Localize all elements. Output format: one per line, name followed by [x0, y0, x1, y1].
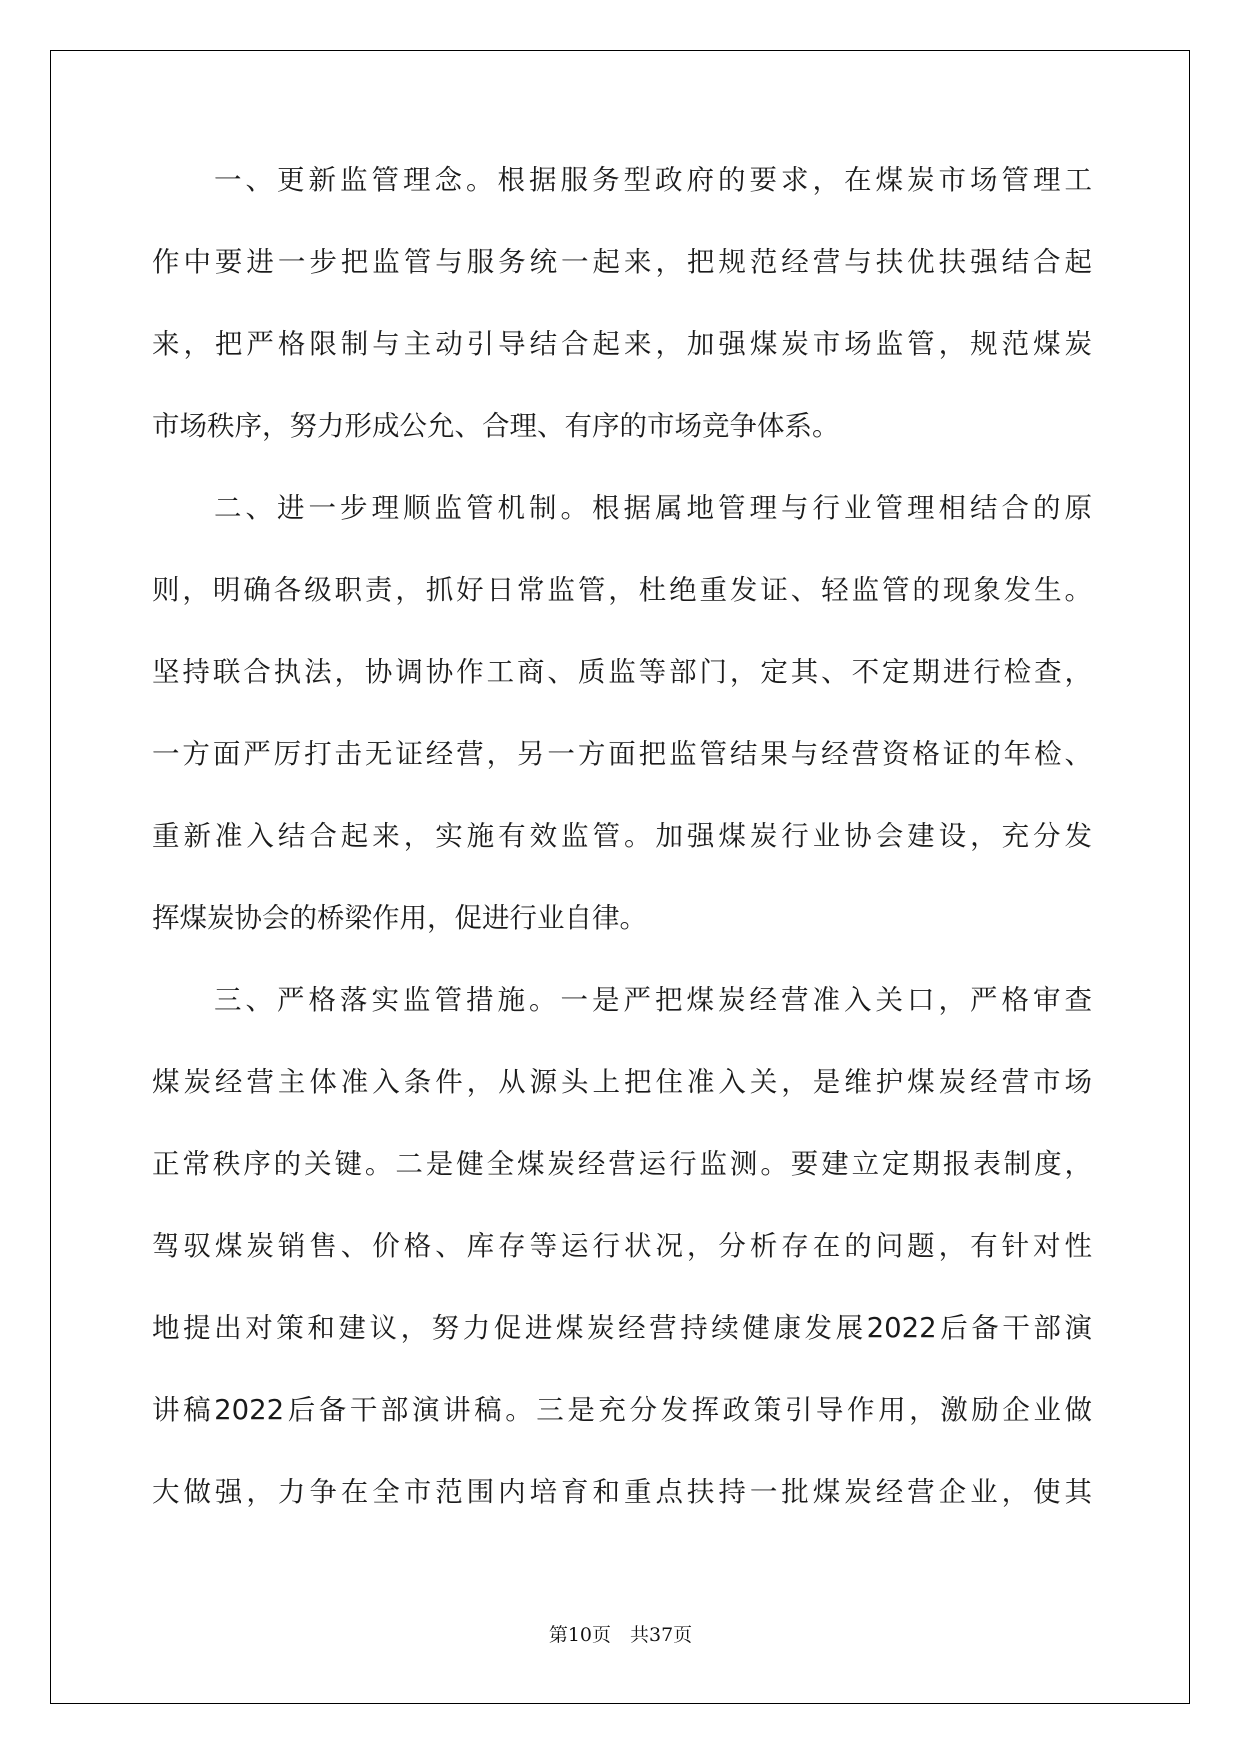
- text-line: 坚持联合执法，协调协作工商、质监等部门，定其、不定期进行检查，: [152, 656, 1092, 688]
- text-line: 三、严格落实监管措施。一是严把煤炭经营准入关口，严格审查: [214, 984, 1092, 1016]
- paragraph-3: [152, 982, 1092, 1511]
- text-line: 驾驭煤炭销售、价格、库存等运行状况，分析存在的问题，有针对性: [152, 1230, 1092, 1262]
- text-line: 地提出对策和建议，努力促进煤炭经营持续健康发展2022后备干部演: [152, 1312, 1092, 1344]
- document-body: [152, 162, 1092, 1556]
- text-line: 作中要进一步把监管与服务统一起来，把规范经营与扶优扶强结合起: [152, 246, 1092, 278]
- text-line: 来，把严格限制与主动引导结合起来，加强煤炭市场监管，规范煤炭: [152, 328, 1092, 360]
- text-line: 挥煤炭协会的桥梁作用，促进行业自律。: [152, 902, 647, 934]
- text-line: 一、更新监管理念。根据服务型政府的要求，在煤炭市场管理工: [214, 164, 1092, 196]
- paragraph-2: [152, 490, 1092, 937]
- text-line: 讲稿2022后备干部演讲稿。三是充分发挥政策引导作用，激励企业做: [152, 1394, 1092, 1426]
- text-line: 二、进一步理顺监管机制。根据属地管理与行业管理相结合的原: [214, 492, 1092, 524]
- text-line: 煤炭经营主体准入条件，从源头上把住准入关，是维护煤炭经营市场: [152, 1066, 1092, 1098]
- page-number-footer: 第10页 共37页: [548, 1624, 693, 1646]
- text-line: 一方面严厉打击无证经营，另一方面把监管结果与经营资格证的年检、: [152, 738, 1092, 770]
- text-line: 市场秩序，努力形成公允、合理、有序的市场竞争体系。: [152, 410, 840, 442]
- text-line: 重新准入结合起来，实施有效监管。加强煤炭行业协会建设，充分发: [152, 820, 1092, 852]
- paragraph-1: [152, 162, 1092, 445]
- text-line: 则，明确各级职责，抓好日常监管，杜绝重发证、轻监管的现象发生。: [152, 574, 1092, 606]
- text-line: 大做强，力争在全市范围内培育和重点扶持一批煤炭经营企业，使其: [152, 1476, 1092, 1508]
- text-line: 正常秩序的关键。二是健全煤炭经营运行监测。要建立定期报表制度，: [152, 1148, 1092, 1180]
